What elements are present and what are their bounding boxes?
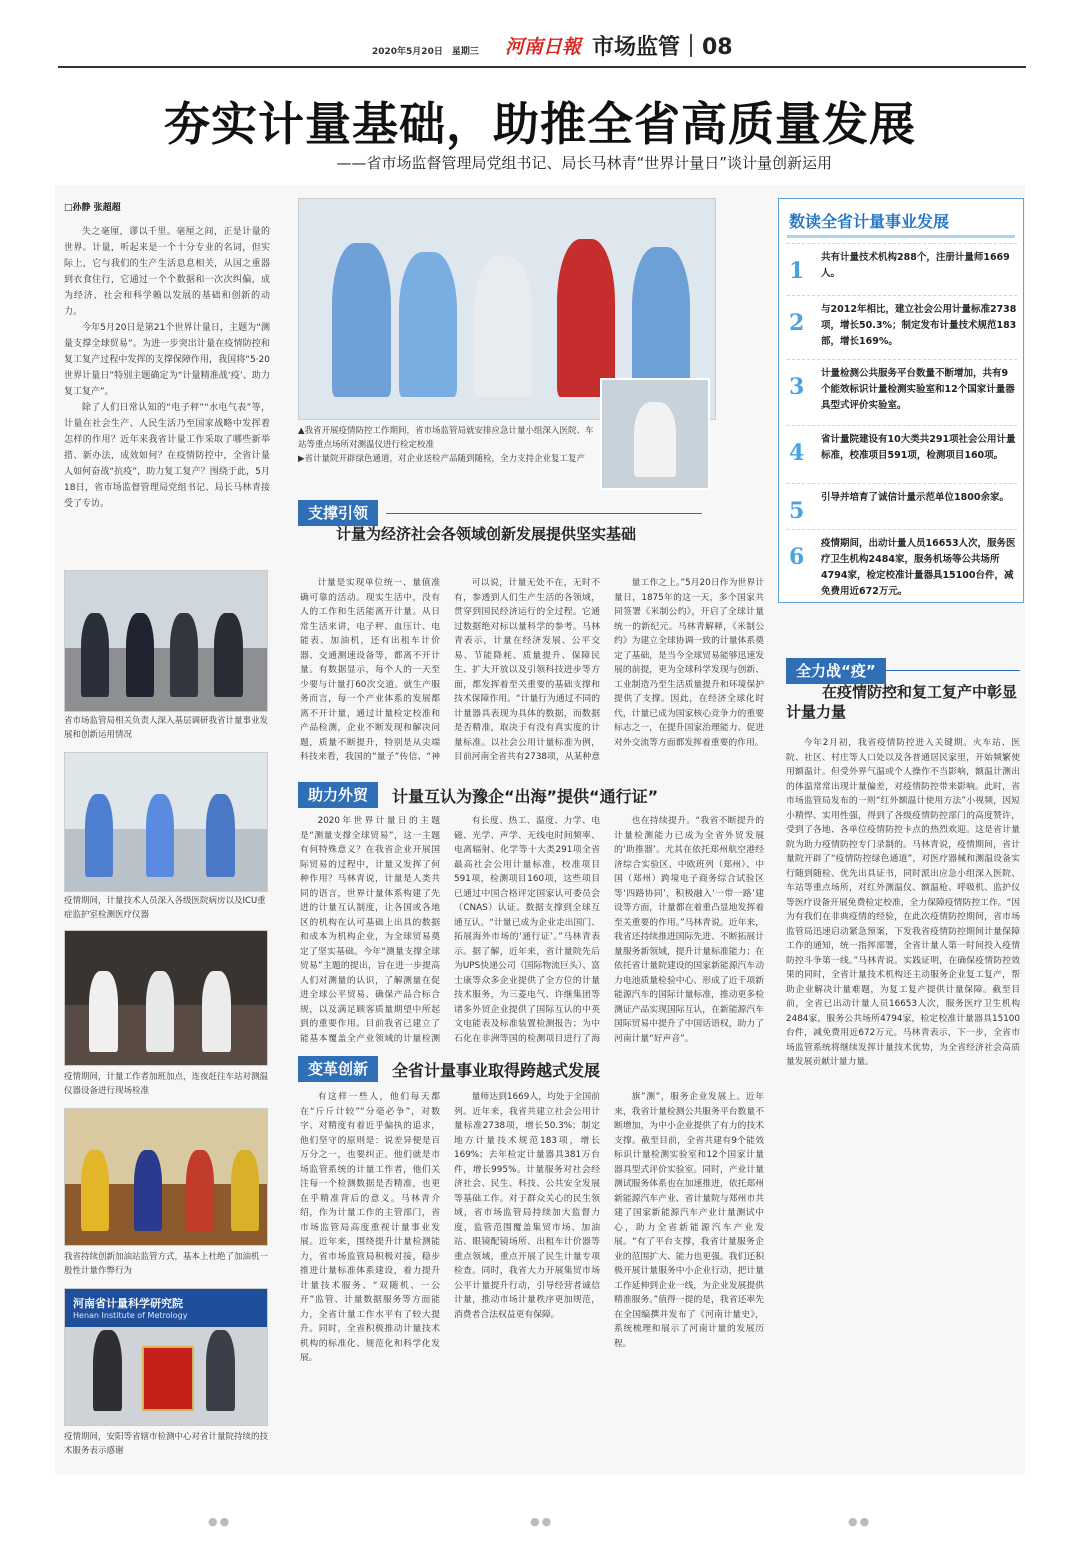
- article-column: [454, 1090, 600, 1470]
- article-column: [300, 814, 440, 1044]
- stat-number: 3: [789, 374, 805, 400]
- section-tag: 变革创新: [298, 1056, 378, 1082]
- section-divider: [880, 670, 1020, 671]
- photo-caption: 省市场监管局相关负责人深入基层调研我省计量事业发展和创新运用情况: [64, 716, 269, 740]
- stat-number: 1: [789, 258, 805, 284]
- article-paragraph: 有长度、热工、温度、力学、电磁、光学、声学、无线电时间频率、电离辐射、化学等十大类291项全省最高社会公用计量标准，校准项目591项，检测项目160项，这些项目已通过中国合格评定国家认可委员会（CNAS）认证。数据支撑到全球互通互认。“计量已成为企业走出国门、拓展海外市场的‘通行证’。”马林青表示。据了解，近年来，省计量院先后为UPS快递公司（国际物流巨头）、富士康等众多企业提供了全方位的计量技术服务，为三菱电气、许继集团等诸多外贸企业提供了国际互认的中英文电能表及标准装置检测报告；为中石化在非洲等国的检测项目进行了海: [454, 816, 600, 1044]
- section-tag: 全力战“疫”: [786, 658, 886, 684]
- photo-institute-banner: [64, 1288, 268, 1426]
- stat-number: 2: [789, 310, 805, 336]
- institute-name-en: Henan Institute of Metrology: [73, 1311, 188, 1320]
- article-paragraph: 计量是实现单位统一、量值准确可靠的活动。现实生活中，没有人的工作和生活能离开计量。从日常生活来讲，电子秤、血压计、电能表、加油机，还有出租车计价器、交通测速设备等，都离不开计量。有数据显示，每个人的一天至少要与计量打60次交道。就生产服务而言，每一个产业体系的发展都离不开计量，通过计量检定校准和产品检测，企业不断发现和解决问题，质量不断提升，特别是从尖端科技来看，我国的“量子”传信、“神: [300, 578, 440, 762]
- article-column: [614, 814, 764, 1044]
- masthead: [0, 0, 1080, 70]
- article-column: [614, 576, 764, 766]
- headline: 夯实计量基础，助推全省高质量发展: [164, 97, 916, 151]
- intro-paragraph: 失之毫厘，谬以千里。毫厘之间，正是计量的世界。计量，听起来是一个十分专业的名词，但实际上，它与我们的生产生活息息相关，从国之重器到衣食住行，它通过一个个数据和一次次纠偏，成为经济、社会和科学赖以发展的基础和创新的动力。: [64, 227, 270, 317]
- stat-number: 4: [789, 440, 805, 466]
- honor-pennant: [142, 1346, 195, 1411]
- photo-lab-inset: [600, 378, 710, 490]
- page-indicator-dots: ●●: [208, 1515, 232, 1528]
- stat-item: [787, 483, 1017, 529]
- section-title: 计量互认为豫企“出海”提供“通行证”: [392, 786, 659, 806]
- stat-item: [787, 425, 1017, 483]
- article-paragraph: 旗”测”，服务企业发展上。近年来，我省计量检测公共服务平台数量不断增加，为中小企业提供了有力的技术支撑。截至目前，全省共建有9个能效标识计量检测实验室和12个国家计量器具型式评价实验室。同时，产业计量测试服务体系也在加速推进，依托郑州新能源汽车产业、省计量院与郑州市共建了国家新能源汽车产业计量测试中心，助力全省新能源汽车产业发展。“有了平台支撑，我省计量服务企业的范围扩大、能力也更强。我们还积极开展计量服务中小企业行动，把计量工作延伸到企业一线，为企业发展提供精准服务。”值得一提的是，我省还率先在全国编撰并发布了《河南计量史》，系统梳理和展示了河南计量的发展历程。: [614, 1092, 764, 1349]
- stat-item: [787, 243, 1017, 299]
- photo-caption: 疫情期间，计量工作者加班加点，连夜赶往车站对测温仪器设备进行现场检准: [64, 1072, 269, 1096]
- section-divider: [386, 513, 702, 514]
- stats-box: [778, 198, 1024, 603]
- top-photo-caption: ▲我省开展疫情防控工作期间，省市场监管局就安排应急计量小组深入医院、车站等重点场所对测温仪进行检定校准 ▶省计量院开辟绿色通道，对企业送检产品随到随检，全力支持企业复工复产: [298, 426, 594, 464]
- section-reform-innovation: [298, 1056, 600, 1082]
- section-title: 在疫情防控和复工复产中彰显计量力量: [786, 683, 1018, 721]
- article-paragraph: 也在持续提升。“我省不断提升的计量检测能力已成为全省外贸发展的‘助推器’。尤其在依托郑州航空港经济综合实验区、中欧班列（郑州）、中国（郑州）跨境电子商务综合试验区等‘四路协同’，积极融入‘一带一路’建设等方面，计量都在着重凸显地发挥着至关重要的作用。”马林青说。近年来，我省还持续推进国际先进、不断拓展计量服务新领域，提升计量标准能力；在依托省计量院建设的国家新能源汽车动力电池质量检验中心、形成了近千项新能源汽车的国际计量标准，推动更多检测证产品实现国际互认，在新能源汽车国际贸易中提升了中国话语权，助力了河南计量“好声音”。: [614, 816, 764, 1044]
- stats-title: 数读全省计量事业发展: [789, 212, 950, 231]
- byline: □孙静 张超超: [64, 203, 121, 213]
- photo-caption: 疫情期间，计量技术人员深入各级医院病房以及ICU重症监护室检测医疗仪器: [64, 896, 266, 920]
- photo-hospital-icu: [64, 752, 268, 892]
- stat-item: [787, 359, 1017, 425]
- stat-number: 6: [789, 544, 805, 570]
- article-paragraph: 今年2月初，我省疫情防控进入关键期。火车站、医院、社区、村庄等人口处以及各普通居民家里，开始频繁使用额温计。但受外界气温或个人操作不当影响，额温计测出的体温常常出现计量偏差，对疫情防控带来影响。此时，省市场监管局发布的一则“红外额温计使用方法”小视频，因短小精悍、实用性强，得到了各级疫情防控部门的高度赞许，受到了各地、各单位疫情防控卡点的热烈欢迎。这是省计量院为助力疫情防控专门录制的。马林青说，疫情期间，省计量院开辟了“疫情防控绿色通道”，对医疗器械和测温设备实行随到随检、优先出具证书，同时派出应急小组深入医院、车站等重点场所，对红外测温仪、额温枪、呼吸机、监护仪等医疗设备开展免费检定校准，全力保障疫情防控工作。“因为有我们在非典疫情的经验，在此次疫情防控期间，省市场监管局迅速启动紧急预案，下发我省疫情防控期间计量保障工作的通知，统一指挥部署，全省计量人第一时间投入疫情防控斗争第一线。”马林青说。实践证明，在确保疫情防控效果的同时，全省计量技术机构还主动服务企业复工复产，帮助企业解决计量难题，为复工复产提供计量保障。截至目前，全省已出动计量人员16653人次，服务医疗卫生机构2484家，服务公共场所4794家，检定校准计量器具15100台件，减免费用近672万元。马林青表示，下一步，全省市场监管系统将继续发挥计量技术优势，为全省经济社会高质量发展贡献计量力量。: [786, 738, 1020, 1067]
- article-paragraph: 量工作之上。”5月20日作为世界计量日，1875年的这一天，多个国家共同签署《米制公约》，开启了全球计量统一的新纪元。马林青解释，《米制公约》为建立全球协调一致的计量体系奠定了基础，是当今全球贸易能够迅速发展的前提，更为全球科学发现与创新、工业制造乃至生活质量提升和环境保护提供了支撑。因此，在经济全球化时代，计量已成为国家核心竞争力的重要标志之一，在提升国家治理能力、促进对外交流等方面都发挥着重要的作用。: [614, 578, 764, 748]
- intro-text: [64, 224, 270, 512]
- article-column: [614, 1090, 764, 1470]
- photo-caption: 疫情期间，安阳等省辖市检测中心对省计量院持续的技术服务表示感谢: [64, 1432, 269, 1456]
- section-title: 计量为经济社会各领域创新发展提供坚实基础: [336, 525, 637, 543]
- masthead-divider: [58, 66, 1026, 68]
- article-column: [300, 1090, 440, 1470]
- article-paragraph: 有这样一些人，他们每天都在“斤斤计较”“分毫必争”，对数字、对精度有着近乎偏执的追求，他们坚守的原则是：说差异便是百万分之一，也要纠正。他们就是市场监管系统的计量工作者，他们关注每一个检测数据是否精准，也更在乎精准背后的意义。马林青介绍，作为计量工作的主管部门，省市场监管局高度重视计量事业发展。近年来，围绕提升计量检测能力，省市场监管局积极对接，稳步推进计量标准体系建设，着力提升计量技术服务、“双随机、一公开”监管、计量数据服务等方面能力，全省计量工作水平有了较大提升。同时，全省积极推动计量技术机构的标准化、规范化和科学化发展。: [300, 1092, 440, 1363]
- photo-caption: 我省持续创新加油站监管方式，基本上杜绝了加油机一般性计量作弊行为: [64, 1252, 269, 1276]
- section-title: 全省计量事业取得跨越式发展: [392, 1060, 601, 1080]
- stats-title-underline: [787, 235, 1015, 238]
- stat-item: [787, 295, 1017, 359]
- article-column: [454, 814, 600, 1044]
- stat-text: 计量检测公共服务平台数量不断增加，共有9个能效标识计量检测实验室和12个国家计量器具型式评价实验室。: [821, 368, 1015, 411]
- section-supporting-lead: [298, 500, 378, 526]
- issue-date: 2020年5月20日 星期三: [372, 47, 479, 57]
- photo-station-check: [64, 930, 268, 1066]
- institute-name: 河南省计量科学研究院: [73, 1297, 183, 1310]
- page-indicator-dots: ●●: [848, 1515, 872, 1528]
- stat-item: [787, 529, 1017, 601]
- photo-gas-station: [64, 1108, 268, 1246]
- subtitle: ——省市场监督管理局党组书记、局长马林青“世界计量日”谈计量创新运用: [336, 154, 832, 172]
- stat-number: 5: [789, 498, 805, 524]
- article-paragraph: 2020年世界计量日的主题是“测量支撑全球贸易”，这一主题有何特殊意义？在我省企业开展国际贸易的过程中，计量又发挥了何种作用？马林青说，计量是人类共同的语言，世界计量体系构建了先进的计量互认制度，让各国或各地区的机构在认可基础上出具的数据和成本为机构企业，为全球贸易奠定了坚实基础。今年“测量支撑全球贸易”主题的提出，旨在进一步提高人们对测量的认识，了解测量在促进全球公平贸易、确保产品合标合规，以及满足顾客质量期望中所起到的重要作用。目前我省已建立了能基本覆盖全产业领域的计量检测: [300, 816, 440, 1044]
- section-tag: 助力外贸: [298, 782, 378, 808]
- stat-text: 共有计量技术机构288个，注册计量师1669人。: [821, 252, 1010, 279]
- page-indicator-dots: ●●: [530, 1515, 554, 1528]
- intro-paragraph: 除了人们日常认知的“电子秤”“水电气表”等，计量在社会生产、人民生活乃至国家战略中发挥着怎样的作用？近年来我省计量工作采取了哪些新举措、新办法，成效如何？在疫情防控中，全省计量人如何奋战“抗疫”，助力复工复产？围绕于此，5月18日，省市场监督管理局党组书记、局长马林青接受了专访。: [64, 403, 270, 509]
- photo-officials-inspection: [64, 570, 268, 712]
- intro-paragraph: 今年5月20日是第21个世界计量日，主题为“测量支撑全球贸易”。为进一步突出计量在疫情防控和复工复产过程中发挥的支撑保障作用，我国将“5·20世界计量日”特别主题确定为“计量精准战‘疫’、助力复工复产”。: [64, 323, 270, 397]
- article-paragraph: 可以说，计量无处不在，无时不有，参透到人们生产生活的各领域，贯穿到国民经济运行的全过程。它通过数据绝对标以量科学的参考。马林青表示，计量在经济发展、公平交易、节能降耗、质量提升、保障民生、扩大开放以及引领科技进步等方面，都发挥着至关重要的基础支撑和技术保障作用。“计量行为通过不同的计量器具表现为具体的数据，而数据是否精准，取决于有没有真实度的计量标准。以社会公用计量标准为例，目前河南全省共有2738项，从某种意: [454, 578, 600, 762]
- section-epidemic-fight: [786, 658, 886, 684]
- section-tag: 支撑引领: [298, 500, 378, 526]
- section-foreign-trade: [298, 782, 658, 808]
- article-column: [454, 576, 600, 766]
- newspaper-logo: 河南日報: [505, 36, 582, 58]
- stat-text: 疫情期间，出动计量人员16653人次，服务医疗卫生机构2484家，服务机场等公共场所4794家，检定校准计量器具15100台件，减免费用近672万元。: [821, 538, 1016, 597]
- article-paragraph: 量师达到1669人，均处于全国前列。近年来，我省共建立社会公用计量标准2738项，增长50.3%；制定地方计量技术规范183项，增长169%；去年检定计量器具381万台件，增长995%。计量服务对社会经济社会、民生、科技、公共安全发展等基础工作。对于群众关心的民生领域，省市场监管局持续加大监督力度，监管范围覆盖集贸市场、加油站、眼镜配镜场所、出租车计价器等重点领域，重点开展了民生计量专项检查。同时，我省大力开展集贸市场公平计量提升行动，引导经营者诚信计量，推动市场计量秩序更加规范，消费者合法权益更有保障。: [454, 1092, 600, 1320]
- article-column: [786, 736, 1020, 1470]
- stat-text: 与2012年相比，建立社会公用计量标准2738项，增长50.3%；制定发布计量技术规范183部，增长169%。: [821, 304, 1017, 347]
- article-column: [300, 576, 440, 766]
- stat-text: 省计量院建设有10大类共291项社会公用计量标准，校准项目591项，检测项目160项。: [821, 434, 1016, 461]
- section-name: 市场监管｜08: [592, 35, 733, 60]
- stat-text: 引导并培育了诚信计量示范单位1800余家。: [821, 492, 1009, 503]
